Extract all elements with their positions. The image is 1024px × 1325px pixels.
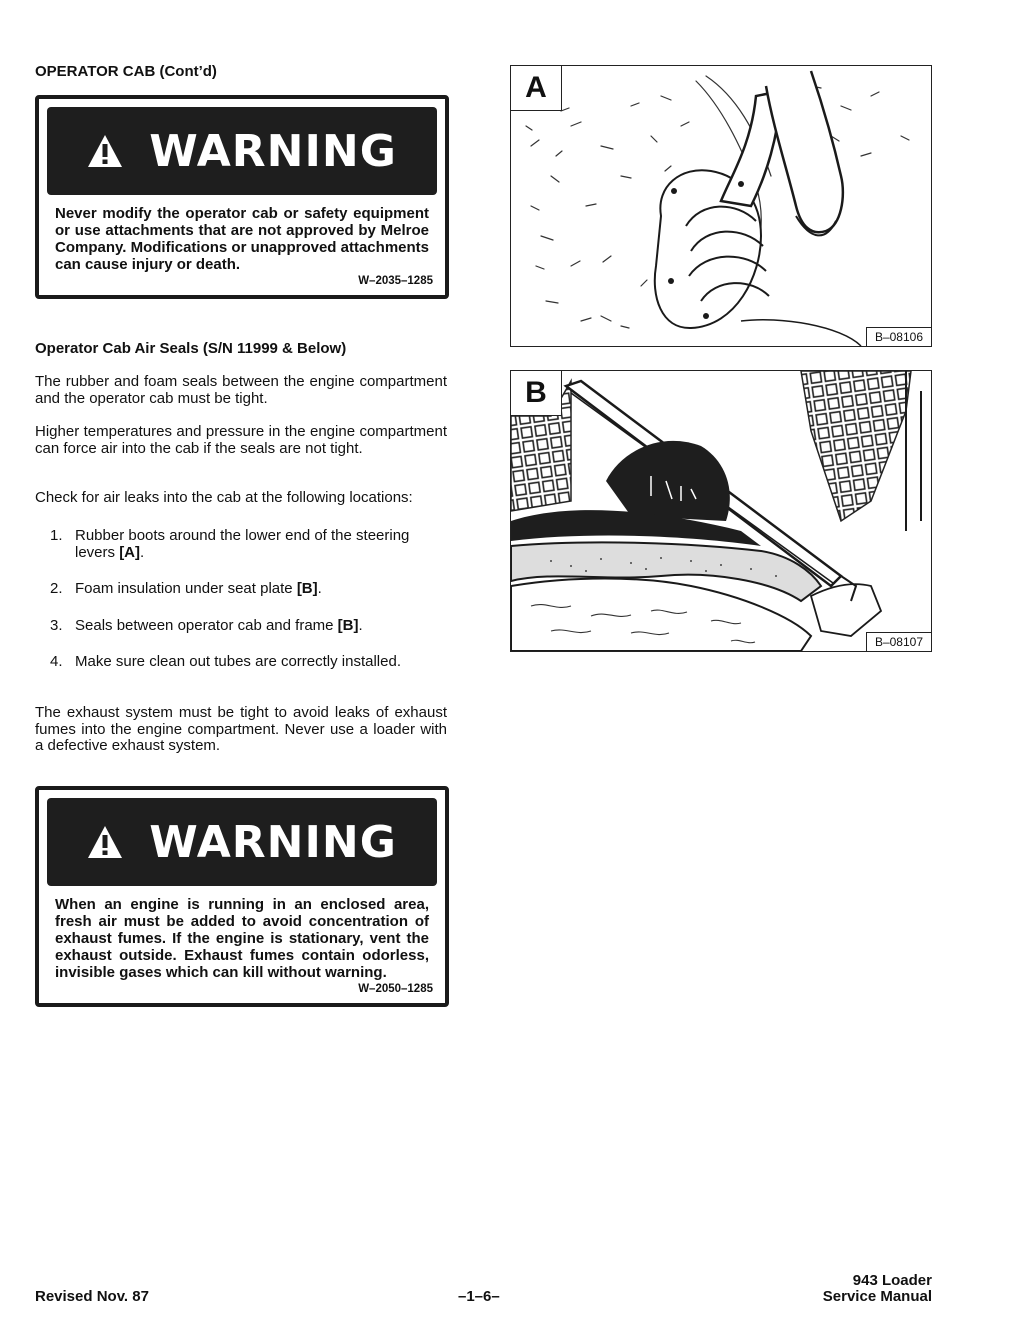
seat-plate-illustration — [511, 371, 931, 651]
paragraph-check: Check for air leaks into the cab at the following locations: — [35, 489, 413, 506]
list-item: 3. Seals between operator cab and frame [B]. — [50, 617, 363, 634]
warning-text: When an engine is running in an enclosed area, fresh air must be added to avoid concentration of exhaust fumes. If the engine is stationary, vent the exhaust outside. Exhaust fumes contain odorless, invisible gases which can kill without warning. — [55, 896, 429, 981]
warning-box-modify — [35, 95, 449, 299]
warning-code: W–2050–1285 — [358, 983, 433, 995]
footer-revised: Revised Nov. 87 — [35, 1288, 149, 1305]
steering-boot-illustration — [511, 66, 931, 346]
figure-code: B–08106 — [866, 327, 931, 346]
footer-model: 943 Loader — [852, 1272, 932, 1289]
warning-box-exhaust — [35, 786, 449, 1007]
warning-triangle-icon — [87, 134, 123, 168]
figure-letter: A — [511, 66, 562, 111]
warning-triangle-icon — [87, 825, 123, 859]
figure-code: B–08107 — [866, 632, 931, 651]
warning-code: W–2035–1285 — [358, 275, 433, 287]
paragraph-exhaust: The exhaust system must be tight to avoid leaks of exhaust fumes into the engine compartment. Never use a loader with a defective exhaust system. — [35, 704, 447, 754]
list-item: 4. Make sure clean out tubes are correctly installed. — [50, 653, 401, 670]
paragraph-seals: The rubber and foam seals between the engine compartment and the operator cab must be tight. — [35, 373, 447, 407]
footer-manual: Service Manual — [822, 1288, 932, 1305]
figure-b — [510, 370, 932, 652]
warning-label: WARNING — [149, 125, 397, 177]
warning-banner — [47, 798, 437, 886]
figure-letter: B — [511, 371, 562, 416]
list-item: 2. Foam insulation under seat plate [B]. — [50, 580, 322, 597]
warning-banner — [47, 107, 437, 195]
figure-a — [510, 65, 932, 347]
warning-label: WARNING — [149, 816, 397, 868]
list-item: 1. Rubber boots around the lower end of the steering levers [A]. — [50, 527, 410, 561]
section-title: OPERATOR CAB (Cont’d) — [35, 63, 217, 80]
warning-text: Never modify the operator cab or safety equipment or use attachments that are not approved by Melroe Company. Modifications or unapproved attachments can cause injury or death. — [55, 205, 429, 273]
page-number: –1–6– — [458, 1288, 500, 1305]
subheading: Operator Cab Air Seals (S/N 11999 & Below) — [35, 340, 347, 357]
paragraph-temperature: Higher temperatures and pressure in the engine compartment can force air into the cab if the seals are not tight. — [35, 423, 447, 457]
